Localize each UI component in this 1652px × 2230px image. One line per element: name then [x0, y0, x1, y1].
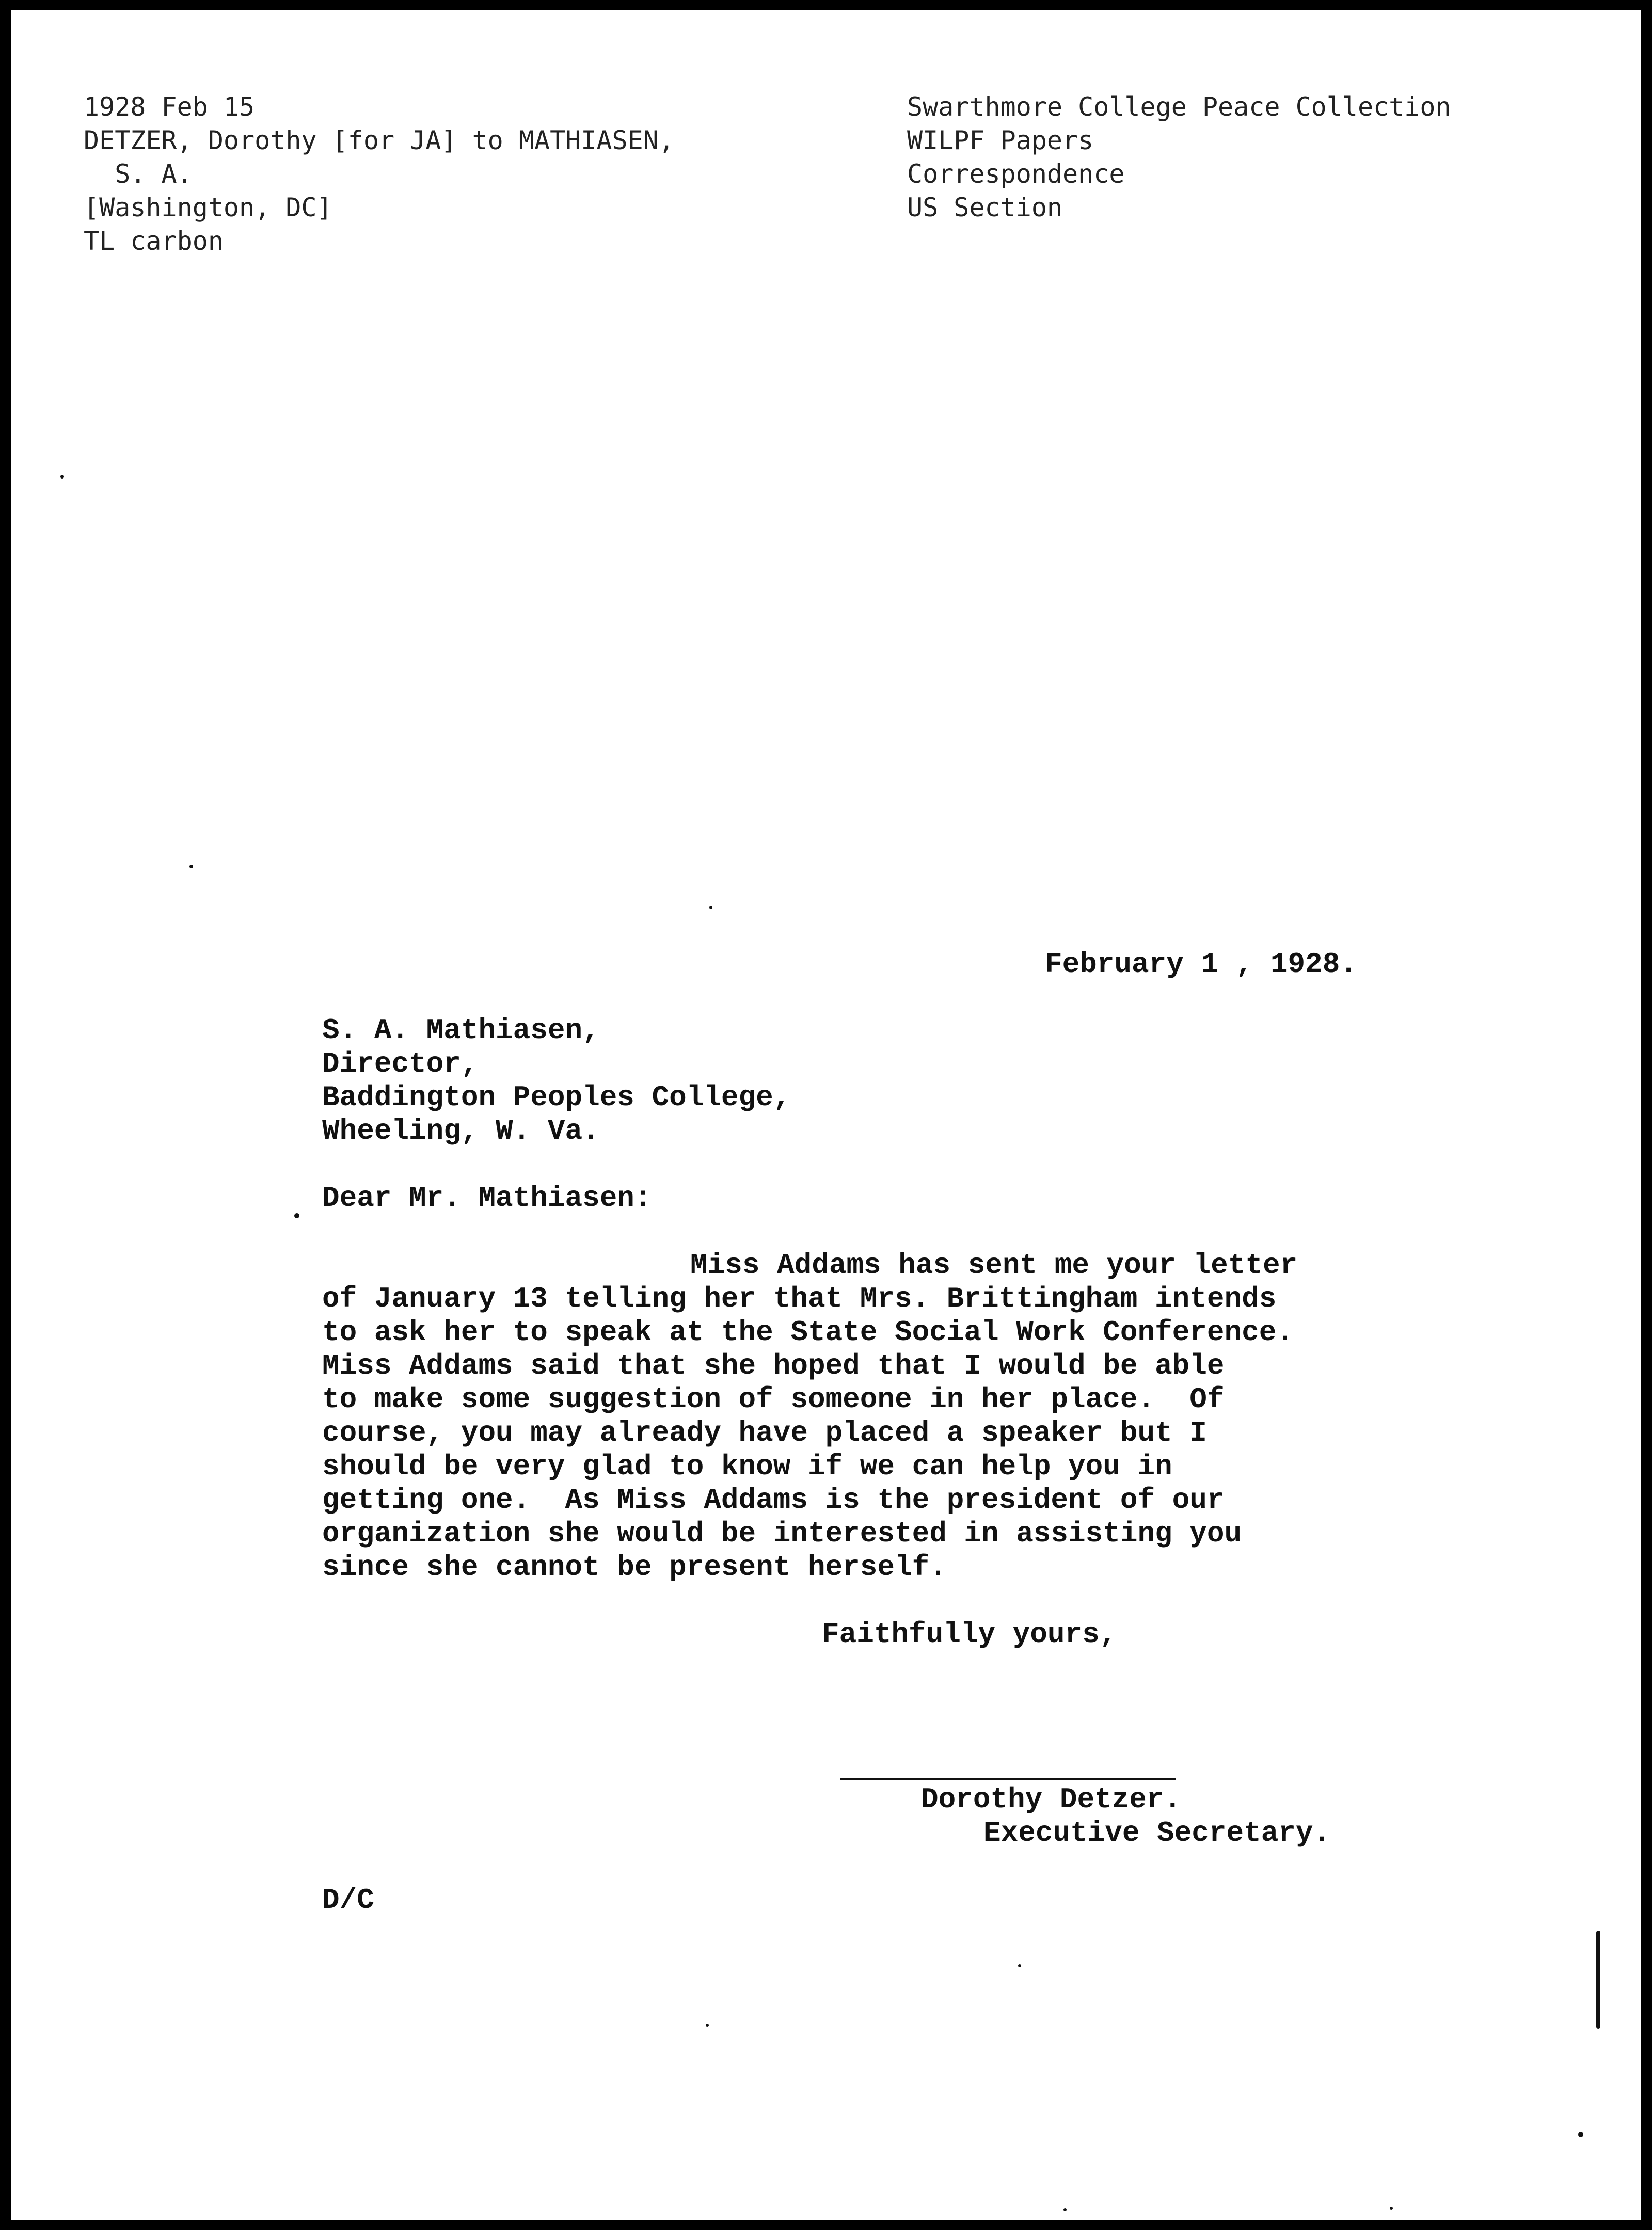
body-line: getting one. As Miss Addams is the president of our: [322, 1484, 1225, 1517]
scan-speck: [1578, 2132, 1583, 2137]
body-line: Miss Addams said that she hoped that I would be able: [322, 1349, 1225, 1382]
closing: Faithfully yours,: [822, 1618, 1117, 1651]
body-line: should be very glad to know if we can help you in: [322, 1450, 1172, 1483]
reference-initials: D/C: [322, 1884, 374, 1917]
signature-title: Executive Secretary.: [983, 1817, 1331, 1850]
body-line: organization she would be interested in assisting you: [322, 1517, 1242, 1550]
body-line: to ask her to speak at the State Social Work Conference.: [322, 1316, 1294, 1349]
archive-doc-type: TL carbon: [84, 226, 224, 256]
scan-speck: [1018, 1964, 1021, 1967]
body-line: of January 13 telling her that Mrs. Brittingham intends: [322, 1282, 1277, 1315]
scan-speck: [1390, 2207, 1393, 2210]
archive-correspondents: DETZER, Dorothy [for JA] to MATHIASEN,: [84, 125, 674, 155]
body-line: course, you may already have placed a speaker but I: [322, 1416, 1207, 1450]
recipient-organization: Baddington Peoples College,: [322, 1081, 791, 1114]
recipient-title: Director,: [322, 1047, 479, 1080]
archive-series: Correspondence: [907, 159, 1125, 189]
archive-date: 1928 Feb 15: [84, 92, 255, 122]
margin-mark: [1596, 1931, 1600, 2029]
document-page: [11, 10, 1641, 2220]
archive-place: [Washington, DC]: [84, 193, 332, 222]
recipient-city: Wheeling, W. Va.: [322, 1114, 600, 1148]
scan-speck: [706, 2024, 709, 2027]
scan-speck: [709, 906, 712, 909]
archive-correspondents-cont: S. A.: [84, 159, 193, 189]
signature-name: Dorothy Detzer.: [921, 1783, 1182, 1816]
archive-section: US Section: [907, 193, 1063, 222]
archive-papers: WILPF Papers: [907, 125, 1094, 155]
scan-speck: [189, 865, 193, 868]
signature-line: [840, 1778, 1176, 1780]
recipient-name: S. A. Mathiasen,: [322, 1014, 600, 1047]
body-line: to make some suggestion of someone in her place. Of: [322, 1383, 1225, 1416]
body-line: Miss Addams has sent me your letter: [690, 1249, 1298, 1282]
scan-speck: [1063, 2208, 1067, 2211]
salutation: Dear Mr. Mathiasen:: [322, 1182, 652, 1215]
scan-speck: [294, 1213, 299, 1218]
body-line: since she cannot be present herself.: [322, 1551, 947, 1584]
letter-date: February 1 , 1928.: [1045, 948, 1357, 981]
archive-collection: Swarthmore College Peace Collection: [907, 92, 1451, 122]
scan-speck: [60, 475, 64, 479]
